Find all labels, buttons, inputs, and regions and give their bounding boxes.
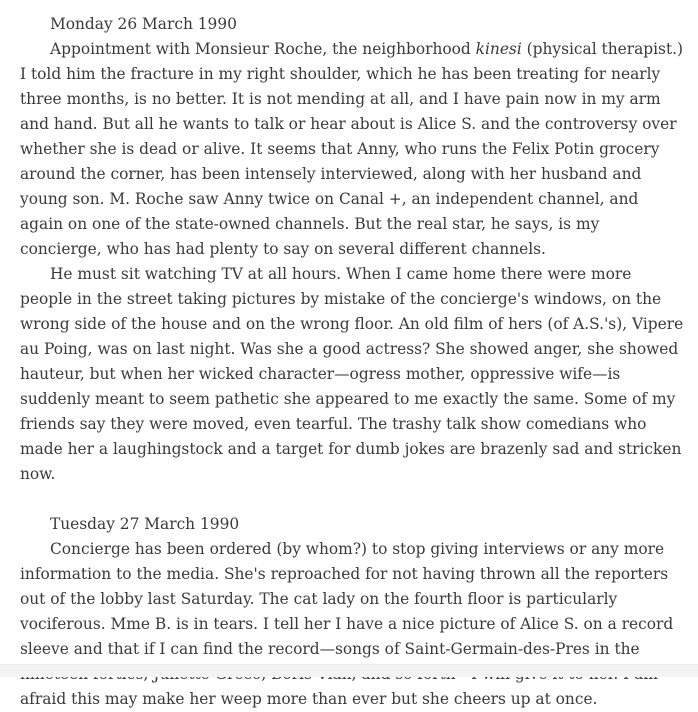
diary-entry-tuesday xyxy=(20,512,685,712)
paragraph-text: (physical therapist.) I told him the fracture in my right shoulder, which he has been treating for nearly three months, is no better. It is not mending at all, and I have pain now in my arm and hand. But all he wants to talk or hear about is Alice S. and the controversy over whether she is dead or alive. It seems that Anny, who runs the Felix Potin grocery around the corner, has been intensely interviewed, along with her husband and young son. M. Roche saw Anny twice on Canal +, an independent channel, and again on one of the state-owned channels. But the real star, he says, is my concierge, who has had plenty to say on several different channels. xyxy=(20,40,684,258)
entry-date: Tuesday 27 March 1990 xyxy=(50,515,240,533)
entry-date: Monday 26 March 1990 xyxy=(50,15,237,33)
emphasized-word: kinesi xyxy=(475,40,522,58)
entry-paragraph: Concierge has been ordered (by whom?) to stop giving interviews or any more information to the media. She's reproached for not having thrown all the reporters out of the lobby last Saturday. The cat lady on the fourth floor is particularly vociferous. Mme B. is in tears. I tell her I have a nice picture of Alice S. on a record sleeve and that if I can find the record—songs of Saint-Germain-des-Pres in the afraid this may make her weep more than ever but she cheers up at once. xyxy=(20,540,674,708)
entry-paragraph xyxy=(20,37,685,262)
entry-paragraph: He must sit watching TV at all hours. When I came home there were more people in the street taking pictures by mistake of the concierge's windows, on the wrong side of the house and on the wrong floor. An old film of hers (of A.S.'s), Vipere au Poing, was on last night. Was she a good actress? She showed anger, she showed hauteur, but when her wicked character—ogress mother, oppressive wife—is suddenly meant to seem pathetic she appeared to me exactly the same. Some of my friends say they were moved, even tearful. The trashy talk show comedians who made her a laughingstock and a target for dumb jokes are brazenly sad and stricken now. xyxy=(20,265,684,483)
page-bottom-edge xyxy=(0,664,698,677)
paragraph-text: Appointment with Monsieur Roche, the neighborhood xyxy=(50,40,476,58)
document-page xyxy=(20,12,685,712)
diary-entry-monday xyxy=(20,12,685,487)
